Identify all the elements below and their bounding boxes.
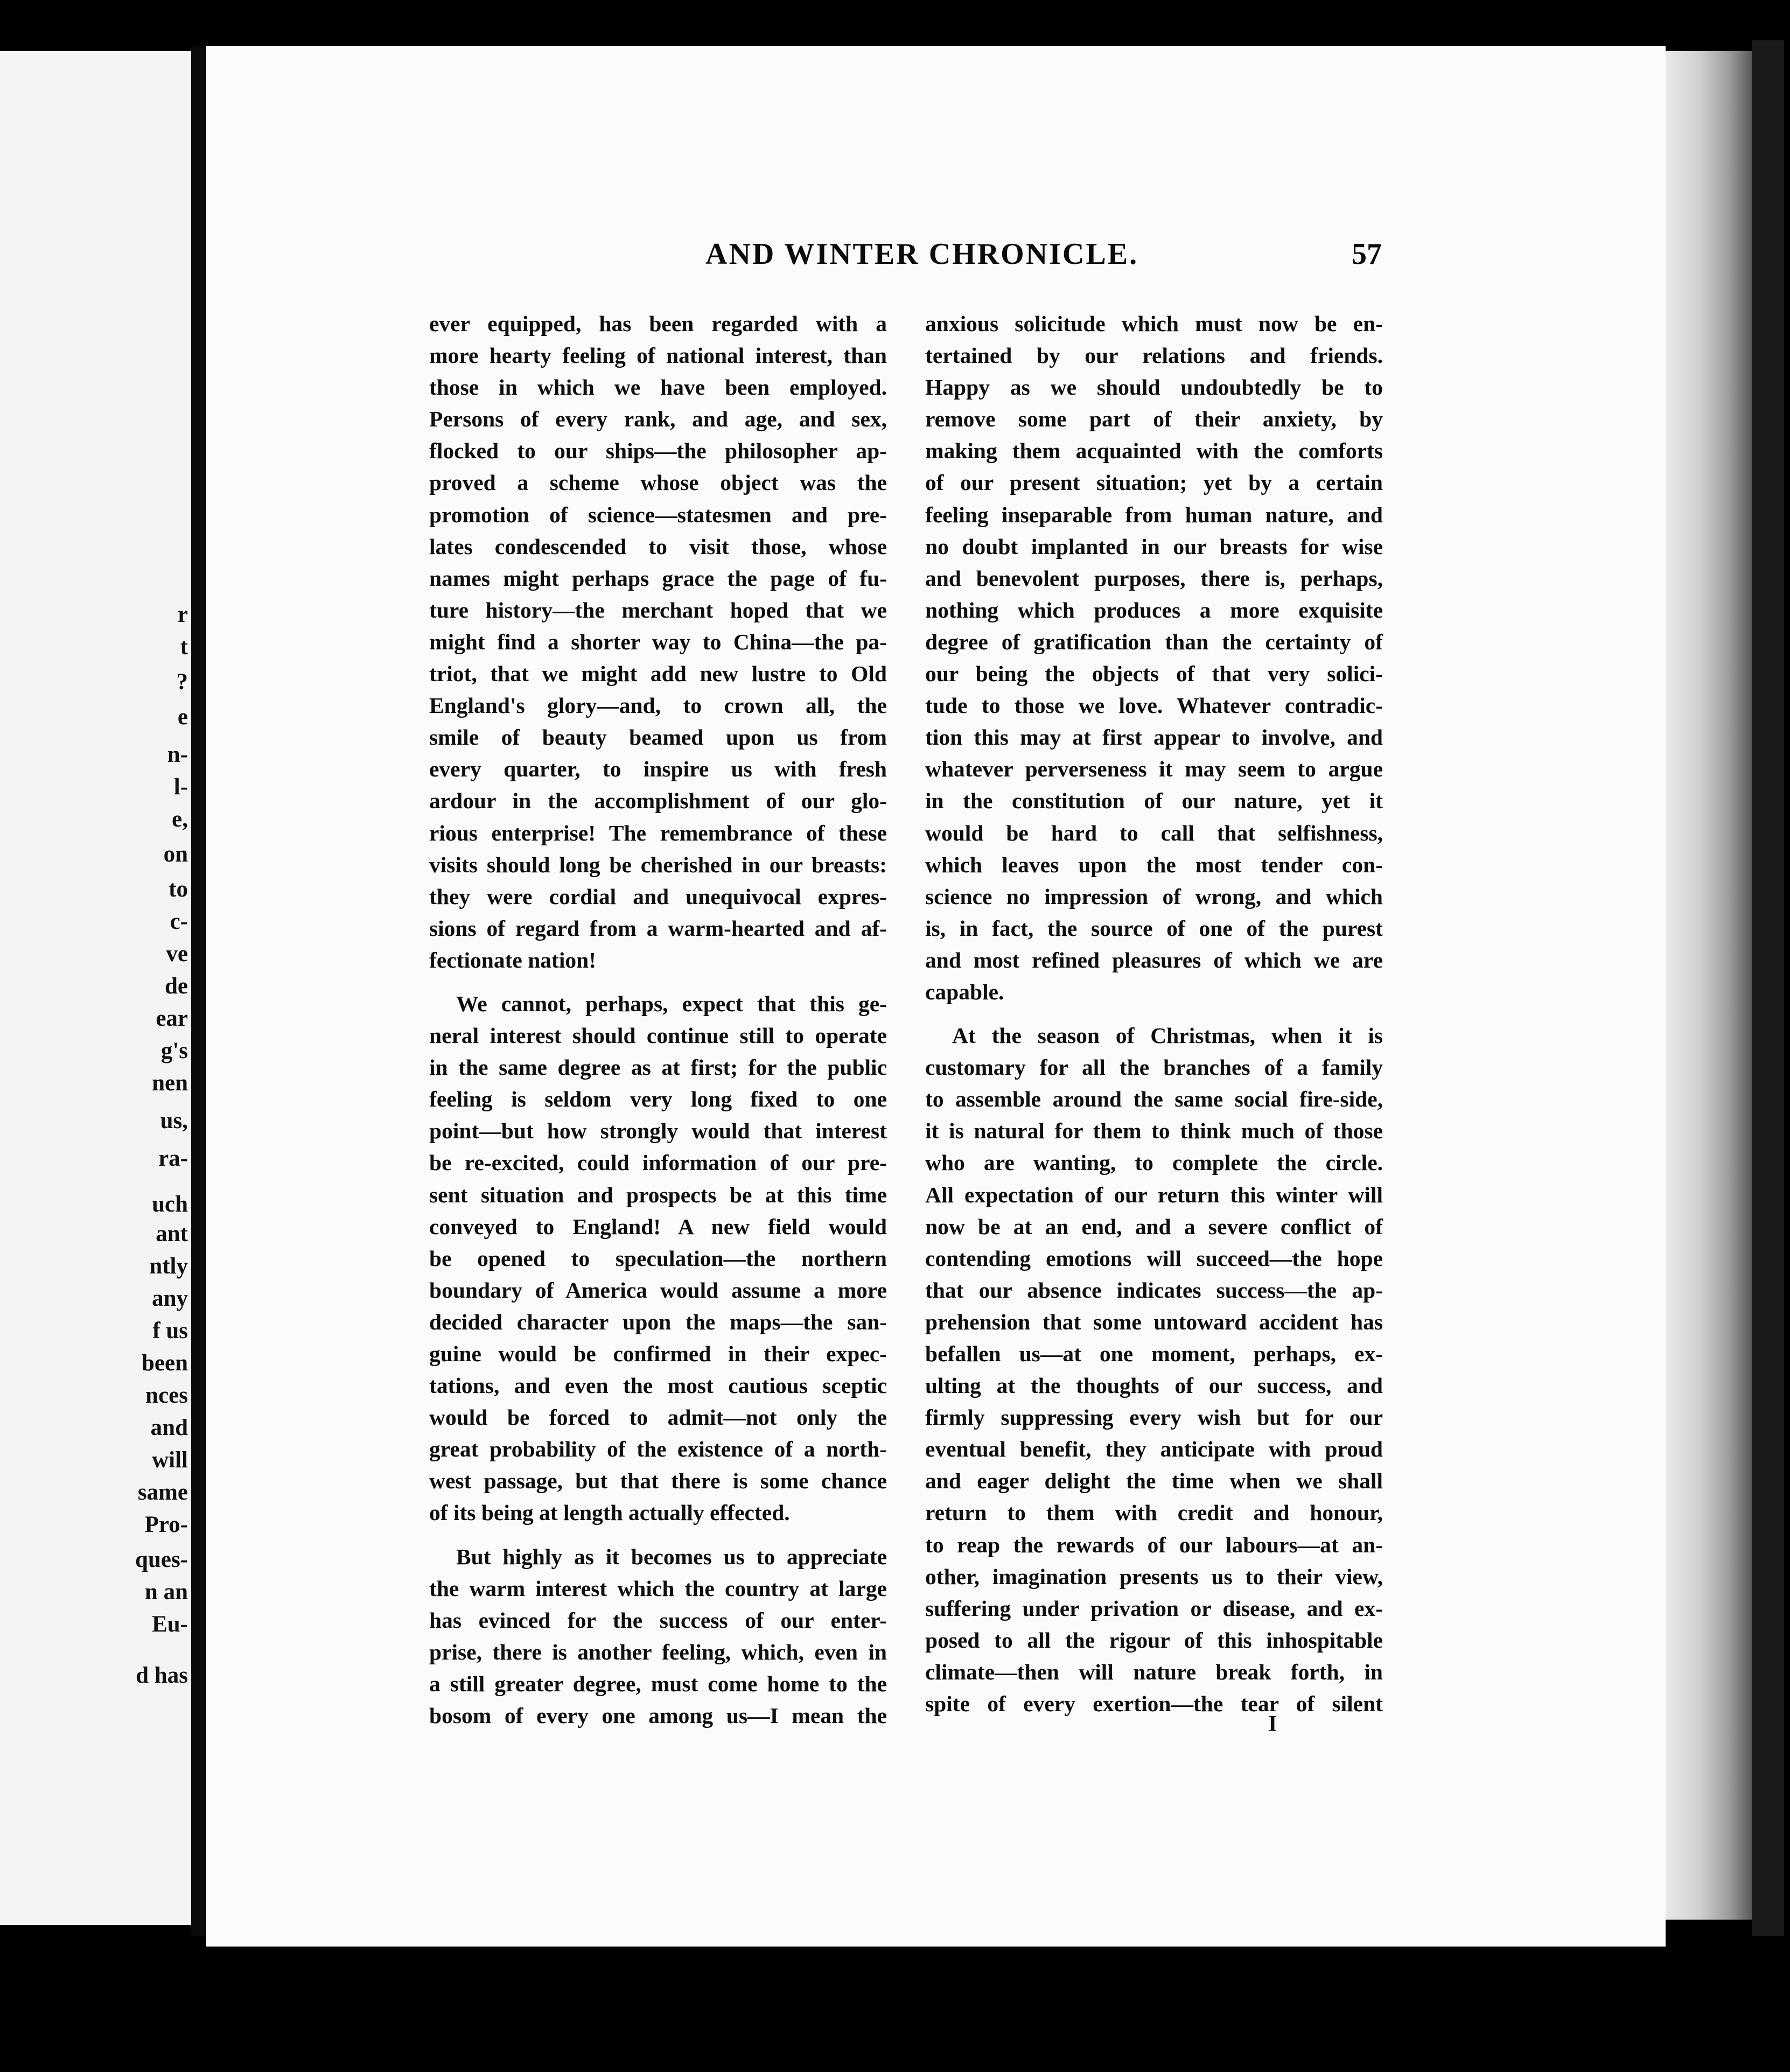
text-line: befallen us—at one moment, perhaps, ex- (925, 1341, 1383, 1366)
binding-gutter (191, 46, 206, 1936)
facing-page-fragment: d has (136, 1663, 188, 1688)
facing-page-fragment: us, (160, 1108, 188, 1133)
text-line: other, imagination presents us to their view, (925, 1564, 1383, 1589)
text-line: flocked to our ships—the philosopher ap- (429, 438, 887, 464)
facing-page-fragment: t (180, 634, 188, 660)
text-line: point—but how strongly would that interest (429, 1118, 887, 1144)
text-line: customary for all the branches of a family (925, 1055, 1383, 1080)
text-line: is, in fact, the source of one of the purest (925, 915, 1383, 941)
text-line: All expectation of our return this winter will (925, 1182, 1383, 1207)
text-line: Happy as we should undoubtedly be to (925, 375, 1383, 400)
facing-page-fragment: nces (145, 1383, 188, 1408)
facing-page-fragment: ear (156, 1006, 188, 1031)
facing-page-fragment: de (165, 974, 188, 999)
text-line: contending emotions will succeed—the hope (925, 1245, 1383, 1271)
text-line: might find a shorter way to China—the pa- (429, 629, 887, 654)
facing-page-fragment: n- (167, 742, 188, 767)
facing-page-fragment: been (142, 1350, 188, 1376)
text-line: be opened to speculation—the northern (429, 1245, 887, 1271)
text-line: tude to those we love. Whatever contradic- (925, 693, 1383, 718)
text-line: capable. (925, 979, 1004, 1004)
text-line: it is natural for them to think much of those (925, 1118, 1383, 1144)
text-line: great probability of the existence of a north- (429, 1437, 887, 1462)
text-line: sions of regard from a warm-hearted and af- (429, 915, 887, 941)
facing-page-fragment: f us (152, 1318, 188, 1343)
text-line: lates condescended to visit those, whose (429, 534, 887, 559)
page-number: 57 (1352, 237, 1382, 271)
text-line: eventual benefit, they anticipate with proud (925, 1437, 1383, 1462)
signature-mark: I (1268, 1712, 1277, 1737)
text-line: more hearty feeling of national interest, than (429, 343, 887, 368)
facing-page-fragment: ntly (149, 1254, 188, 1279)
text-line: no doubt implanted in our breasts for wise (925, 534, 1383, 559)
text-line: be re-excited, could information of our pre- (429, 1150, 887, 1175)
text-line: prise, there is another feeling, which, even in (429, 1639, 887, 1664)
text-line: bosom of every one among us—I mean the (429, 1703, 887, 1728)
text-column-right (925, 308, 1383, 1720)
text-column-left (429, 308, 887, 1732)
text-line: Persons of every rank, and age, and sex, (429, 407, 887, 432)
text-line: in the same degree as at first; for the public (429, 1055, 887, 1080)
text-line: prehension that some untoward accident has (925, 1309, 1383, 1334)
text-line: would be forced to admit—not only the (429, 1405, 887, 1430)
text-line: sent situation and prospects be at this time (429, 1182, 887, 1207)
text-line: and most refined pleasures of which we are (925, 947, 1383, 972)
text-line: firmly suppressing every wish but for our (925, 1405, 1383, 1430)
facing-page-fragment: e, (172, 807, 188, 832)
running-head: AND WINTER CHRONICLE. (705, 237, 1139, 271)
text-line: names might perhaps grace the page of fu- (429, 565, 887, 591)
facing-page (0, 51, 191, 1925)
facing-page-fragment: ques- (135, 1547, 188, 1572)
text-line: promotion of science—statesmen and pre- (429, 502, 887, 527)
page-edge-shadow (1752, 40, 1784, 1936)
facing-page-fragment: e (177, 704, 188, 730)
facing-page-fragment: ant (156, 1221, 188, 1247)
text-line: that our absence indicates success—the ap- (925, 1277, 1383, 1303)
text-line: the warm interest which the country at large (429, 1576, 887, 1601)
text-line: triot, that we might add new lustre to Old (429, 661, 887, 687)
facing-page-fragment: l- (173, 774, 188, 800)
facing-page-text (0, 51, 191, 1925)
text-line: nothing which produces a more exquisite (925, 597, 1383, 622)
text-line: and eager delight the time when we shall (925, 1468, 1383, 1494)
text-line: tertained by our relations and friends. (925, 343, 1383, 368)
facing-page-fragment: on (163, 842, 188, 867)
text-line: has evinced for the success of our enter- (429, 1607, 887, 1633)
text-line: feeling is seldom very long fixed to one (429, 1087, 887, 1112)
text-line: decided character upon the maps—the san- (429, 1309, 887, 1334)
text-line: anxious solicitude which must now be en- (925, 311, 1383, 336)
text-line: tations, and even the most cautious sceptic (429, 1373, 887, 1398)
text-line: degree of gratification than the certainty of (925, 629, 1383, 654)
facing-page-fragment: nen (152, 1070, 188, 1096)
text-line: fectionate nation! (429, 947, 597, 972)
text-line: would be hard to call that selfishness, (925, 820, 1383, 845)
text-line: boundary of America would assume a more (429, 1277, 887, 1303)
text-line: ture history—the merchant hoped that we (429, 597, 887, 622)
text-line: now be at an end, and a severe conflict of (925, 1214, 1383, 1239)
page-edge (1666, 51, 1752, 1920)
facing-page-fragment: to (169, 877, 188, 902)
text-line: they were cordial and unequivocal expres- (429, 884, 887, 909)
facing-page-fragment: same (137, 1480, 188, 1505)
text-line: But highly as it becomes us to appreciate (456, 1544, 887, 1569)
text-line: rious enterprise! The remembrance of these (429, 820, 887, 845)
text-line: proved a scheme whose object was the (429, 470, 887, 495)
text-line: posed to all the rigour of this inhospitable (925, 1627, 1383, 1653)
text-line: visits should long be cherished in our breasts: (429, 852, 887, 877)
facing-page-fragment: and (150, 1415, 188, 1440)
text-line: a still greater degree, must come home to the (429, 1671, 887, 1696)
facing-page-fragment: r (177, 602, 188, 627)
facing-page-fragment: any (152, 1286, 188, 1311)
text-line: ulting at the thoughts of our success, and (925, 1373, 1383, 1398)
text-line: guine would be confirmed in their expec- (429, 1341, 887, 1366)
text-line: making them acquainted with the comforts (925, 438, 1383, 464)
text-line: and benevolent purposes, there is, perhaps, (925, 565, 1383, 591)
facing-page-fragment: Pro- (144, 1512, 188, 1537)
facing-page-fragment: will (152, 1447, 188, 1473)
text-line: west passage, but that there is some chance (429, 1468, 887, 1494)
text-line: We cannot, perhaps, expect that this ge- (456, 991, 887, 1016)
text-line: At the season of Christmas, when it is (952, 1023, 1383, 1048)
text-line: tion this may at first appear to involve, and (925, 725, 1383, 750)
text-line: climate—then will nature break forth, in (925, 1659, 1383, 1684)
facing-page-fragment: n an (144, 1579, 188, 1605)
text-line: ever equipped, has been regarded with a (429, 311, 887, 336)
text-line: ardour in the accomplishment of our glo- (429, 788, 887, 814)
text-line: every quarter, to inspire us with fresh (429, 757, 887, 782)
text-line: neral interest should continue still to operate (429, 1023, 887, 1048)
text-line: feeling inseparable from human nature, and (925, 502, 1383, 527)
text-line: return to them with credit and honour, (925, 1500, 1383, 1525)
text-line: remove some part of their anxiety, by (925, 407, 1383, 432)
text-line: suffering under privation or disease, and ex- (925, 1595, 1383, 1621)
facing-page-fragment: uch (152, 1192, 188, 1217)
facing-page-fragment: ? (176, 669, 188, 695)
text-line: those in which we have been employed. (429, 375, 887, 400)
facing-page-fragment: g's (160, 1038, 188, 1063)
text-line: our being the objects of that very solici- (925, 661, 1383, 687)
facing-page-fragment: Eu- (152, 1612, 188, 1637)
text-line: whatever perverseness it may seem to argue (925, 757, 1383, 782)
text-line: in the constitution of our nature, yet it (925, 788, 1383, 814)
text-line: which leaves upon the most tender con- (925, 852, 1383, 877)
facing-page-fragment: ra- (158, 1146, 188, 1171)
text-line: England's glory—and, to crown all, the (429, 693, 887, 718)
text-line: conveyed to England! A new field would (429, 1214, 887, 1239)
text-line: to assemble around the same social fire-side, (925, 1087, 1383, 1112)
facing-page-fragment: c- (170, 909, 188, 934)
text-line: smile of beauty beamed upon us from (429, 725, 887, 750)
text-line: spite of every exertion—the tear of silent (925, 1691, 1383, 1717)
text-line: who are wanting, to complete the circle. (925, 1150, 1383, 1175)
text-line: of its being at length actually effected. (429, 1500, 790, 1525)
facing-page-fragment: ve (166, 941, 188, 967)
text-line: to reap the rewards of our labours—at an- (925, 1532, 1383, 1557)
text-line: of our present situation; yet by a certain (925, 470, 1383, 495)
text-line: science no impression of wrong, and which (925, 884, 1383, 909)
